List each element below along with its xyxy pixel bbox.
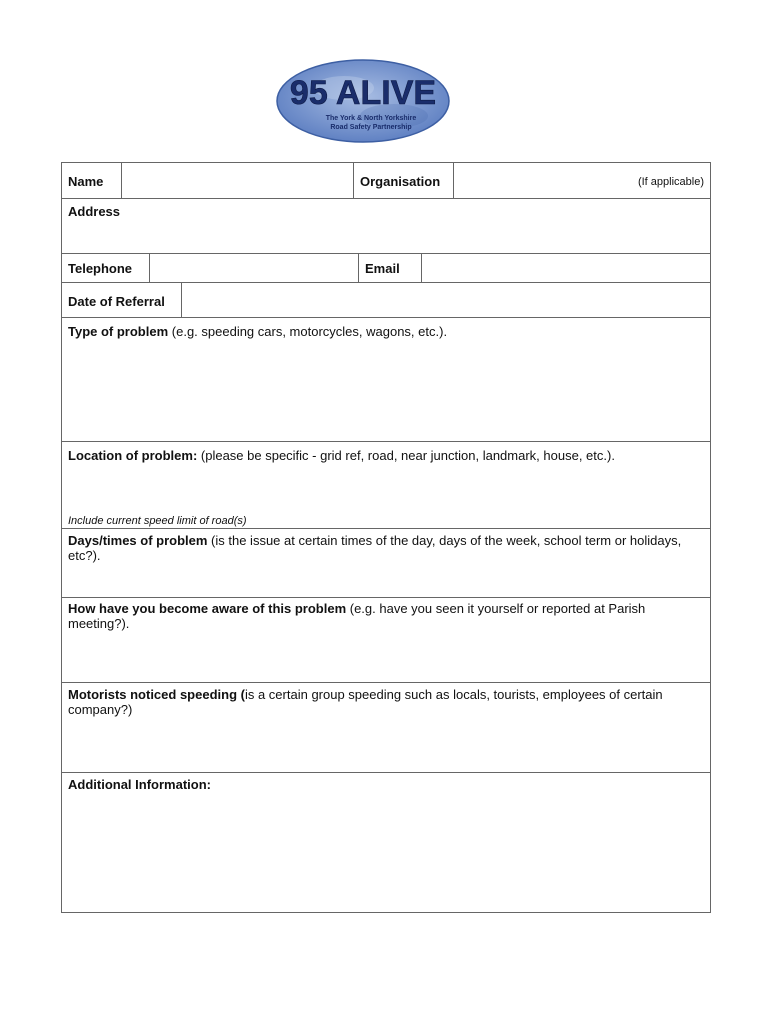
date-field-cell [181,283,710,317]
type-of-problem-label: Type of problem [68,324,169,339]
days-times-hint: (is the issue at certain times of the day, days of the week, school term or holidays, etc?). [68,533,682,563]
telephone-input[interactable] [150,254,357,281]
logo-line-2: Road Safety Partnership [330,124,412,131]
motorists-label: Motorists noticed speeding ( [68,687,245,702]
awareness-input[interactable] [68,636,698,678]
date-input[interactable] [182,283,707,316]
additional-info-input[interactable] [68,797,698,905]
logo-main-text: 95 ALIVE [289,74,437,112]
additional-info-prompt [68,777,700,792]
days-times-input[interactable] [68,567,698,593]
motorists-prompt [68,687,700,717]
name-label: Name [68,174,104,189]
email-label: Email [365,261,400,276]
date-label: Date of Referral [68,294,165,309]
address-input[interactable] [68,221,698,249]
referral-form [61,162,711,913]
speed-limit-note: Include current speed limit of road(s) [68,515,247,527]
organisation-field-cell [453,163,710,198]
email-label-cell [358,254,421,282]
awareness-hint: (e.g. have you seen it yourself or reported at Parish meeting?). [68,601,646,631]
days-times-prompt [68,533,700,563]
95-alive-logo [274,58,452,144]
organisation-label-cell [353,163,453,198]
telephone-field-cell [149,254,358,282]
location-prompt [68,448,700,463]
type-of-problem-prompt [68,324,700,339]
organisation-label: Organisation [360,174,441,189]
address-label: Address [68,204,121,219]
location-hint: (please be specific - grid ref, road, near junction, landmark, house, etc.). [197,448,615,463]
email-field-cell [421,254,710,282]
logo-line-1: The York & North Yorkshire [325,115,417,122]
type-of-problem-input[interactable] [68,344,698,436]
location-row [62,442,710,529]
motorists-hint: is a certain group speeding such as locals, tourists, employees of certain company?) [68,687,663,717]
type-of-problem-row [62,318,710,442]
organisation-input[interactable] [454,163,624,197]
location-label: Location of problem: [68,448,198,463]
telephone-label: Telephone [68,261,133,276]
motorists-row [62,683,710,773]
name-input[interactable] [122,163,352,197]
date-row [62,283,710,318]
organisation-note: (If applicable) [637,176,704,188]
type-of-problem-hint: (e.g. speeding cars, motorcycles, wagons, etc.). [168,324,448,339]
telephone-email-row [62,254,710,283]
location-input[interactable] [68,468,698,510]
name-organisation-row [62,163,710,199]
email-input[interactable] [422,254,707,281]
motorists-input[interactable] [68,721,698,767]
days-times-label: Days/times of problem [68,533,208,548]
address-row [62,199,710,254]
name-field-cell [121,163,353,198]
additional-info-row [62,773,710,912]
awareness-row [62,598,710,683]
awareness-label: How have you become aware of this problem [68,601,347,616]
awareness-prompt [68,601,700,631]
additional-info-label: Additional Information: [68,777,211,792]
days-times-row [62,529,710,598]
